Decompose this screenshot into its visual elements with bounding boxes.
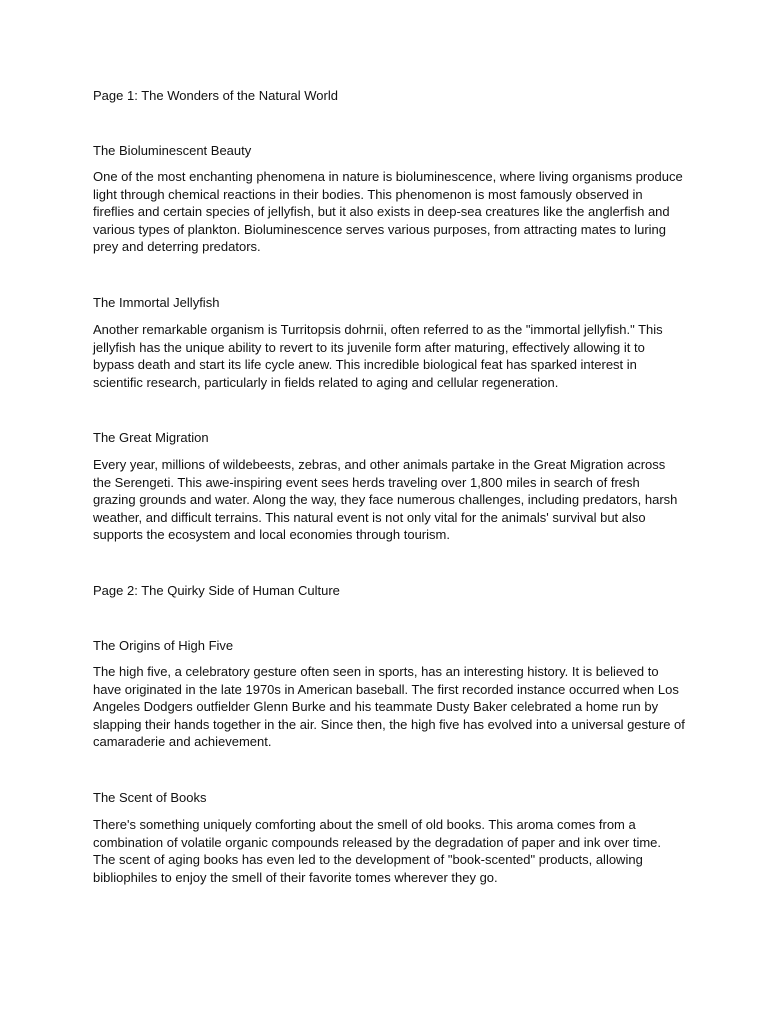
section-title: The Scent of Books — [93, 790, 207, 805]
section-title: The Great Migration — [93, 430, 209, 445]
page-heading: Page 2: The Quirky Side of Human Culture — [93, 583, 340, 598]
section-body: Every year, millions of wildebeests, zebras, and other animals partake in the Great Migration across the Serengeti. This awe-inspiring event sees herds traveling over 1,800 miles in search of fresh grazing grounds and water. Along the way, they face numerous challenges, including predators, harsh weather, and difficult terrains. This natural event is not only vital for the animals' survival but also supports the ecosystem and local economies through tourism. — [93, 457, 678, 543]
section-body: There's something uniquely comforting about the smell of old books. This aroma comes from a combination of volatile organic compounds released by the degradation of paper and ink over time. The scent of aging books has even led to the development of "book-scented" products, allowing bibliophiles to enjoy the smell of their favorite tomes wherever they go. — [93, 817, 662, 885]
section-body: Another remarkable organism is Turritopsis dohrnii, often referred to as the "immortal jellyfish." This jellyfish has the unique ability to revert to its juvenile form after maturing, effectively allowing it to bypass death and start its life cycle anew. This incredible biological feat has sparked interest in scientific research, particularly in fields related to aging and cellular regeneration. — [93, 322, 663, 390]
section-title: The Bioluminescent Beauty — [93, 143, 252, 158]
section-title: The Immortal Jellyfish — [93, 295, 220, 310]
page-heading: Page 1: The Wonders of the Natural World — [93, 88, 338, 103]
section-body: The high five, a celebratory gesture often seen in sports, has an interesting history. It is believed to have originated in the late 1970s in American baseball. The first recorded instance occurred when Los Angeles Dodgers outfielder Glenn Burke and his teammate Dusty Baker celebrated a home run by slapping their hands together in the air. Since then, the high five has evolved into a universal gesture of camaraderie and achievement. — [93, 664, 685, 750]
section-title: The Origins of High Five — [93, 638, 234, 653]
section-body: One of the most enchanting phenomena in nature is bioluminescence, where living organisms produce light through chemical reactions in their bodies. This phenomenon is most famously observed in fireflies and certain species of jellyfish, but it also exists in deep-sea creatures like the anglerfish and various types of plankton. Bioluminescence serves various purposes, from attracting mates to luring prey and deterring predators. — [93, 169, 683, 255]
